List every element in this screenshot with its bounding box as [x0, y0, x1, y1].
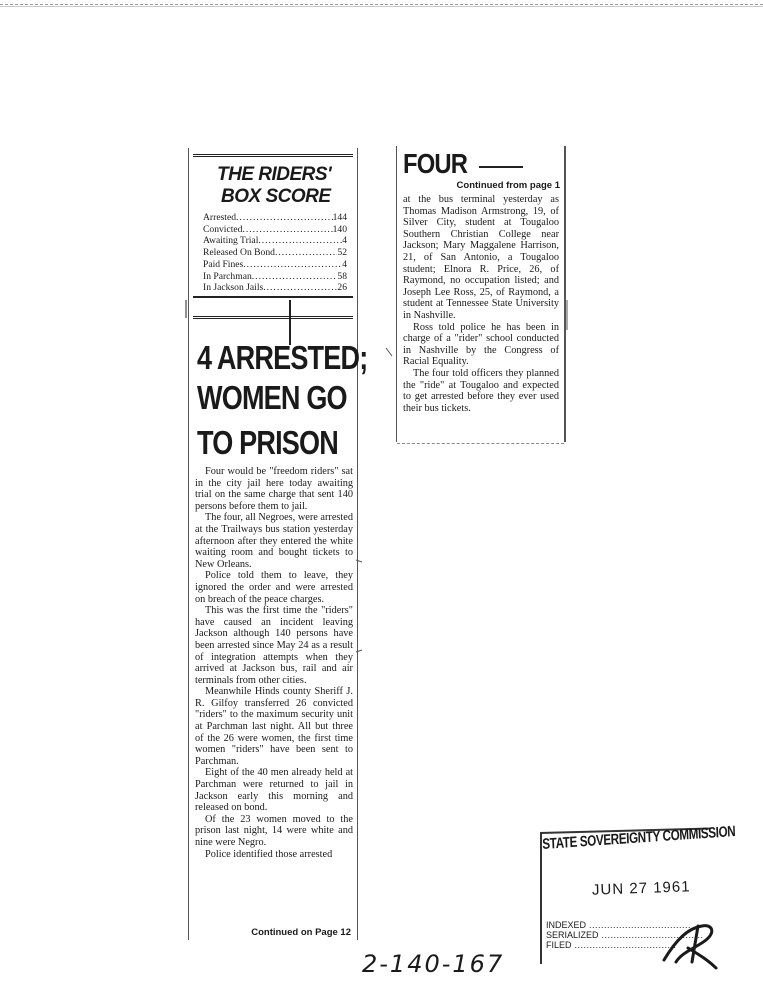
headline-line-2: WOMEN GO [197, 379, 347, 416]
box-score-subtitle: BOX SCORE [221, 186, 331, 207]
paragraph: Ross told police he has been in charge of a "rider" school conducted in Nashville by the Congress of Racial Equality. [403, 321, 559, 368]
score-row: In Jackson Jails ..... 26 [203, 282, 347, 294]
score-row: Released On Bond ..... 52 [203, 247, 347, 259]
headline-line-3: TO PRISON [197, 424, 338, 461]
continued-from-page: Continued from page 1 [456, 180, 560, 191]
paragraph: Eight of the 40 men already held at Parchman were returned to jail in Jackson early this morning and released on bond. [195, 767, 353, 814]
jump-headline: FOUR [403, 148, 468, 179]
paragraph: This was the first time the "riders" have caused an incident leaving Jackson although 140 persons have been arrested since May 24 as a result of integration attempts when they arrived at Jackson bus, rail and air terminals from other cities. [195, 605, 353, 686]
paragraph: Police identified those arrested [205, 848, 333, 860]
stamp-field-indexed: INDEXED ..... [546, 920, 704, 930]
box-score-title: THE RIDERS' [217, 164, 332, 185]
stamp-title: STATE SOVEREIGNTY COMMISSION [542, 823, 736, 853]
paragraph: at the bus terminal yesterday as Thomas Madison Armstrong, 19, of Silver City, student at Tougaloo Southern Christian College near Jackson; Mary Maggalene Harrison, 21, of San Antonio, a Tougaloo student; Elnora R. Price, 26, of Raymond, no occupation listed; and Joseph Lee Ross, 25, of Raymond, a student at Tennessee State University in Nashville. [403, 194, 559, 321]
score-row: Awaiting Trial ..... 4 [203, 235, 347, 247]
handwritten-file-number: 2-140-167 [362, 950, 505, 978]
paragraph: Police told them to leave, they ignored the order and were arrested on breach of the peace charges. [195, 570, 353, 605]
stamp-date: JUN 27 1961 [591, 878, 691, 899]
headline-line-1: 4 ARRESTED; [197, 339, 368, 376]
paragraph: Of the 23 women moved to the prison last night, 14 were white and nine were Negro. [195, 813, 353, 848]
paragraph: The four told officers they planned the "ride" at Tougaloo and expected to get arrested before they ever used their bus tickets. [403, 367, 559, 414]
score-row: Convicted ..... 140 [203, 224, 347, 236]
score-row: Arrested ..... 144 [203, 212, 347, 224]
paragraph: Four would be "freedom riders" sat in the city jail here today awaiting trial on the same charge that sent 140 persons before them to jail. [195, 466, 353, 512]
paragraph: The four, all Negroes, were arrested at the Trailways bus station yesterday afternoon after they entered the white waiting room and bought tickets to New Orleans. [195, 512, 353, 570]
stamp-field-serialized: SERIALIZED ..... [546, 930, 704, 940]
paragraph: Meanwhile Hinds county Sheriff J. R. Gilfoy transferred 26 convicted "riders" to the maximum security unit at Parchman last night. All but three of the 26 were women, the first time women "riders" have been sent to Parchman. [195, 686, 353, 767]
continued-on-page: Continued on Page 12 [251, 927, 351, 938]
score-row: Paid Fines ..... 4 [203, 259, 347, 271]
stamp-field-filed: FILED ..... [546, 940, 704, 950]
score-row: In Parchman ..... 58 [203, 271, 347, 283]
